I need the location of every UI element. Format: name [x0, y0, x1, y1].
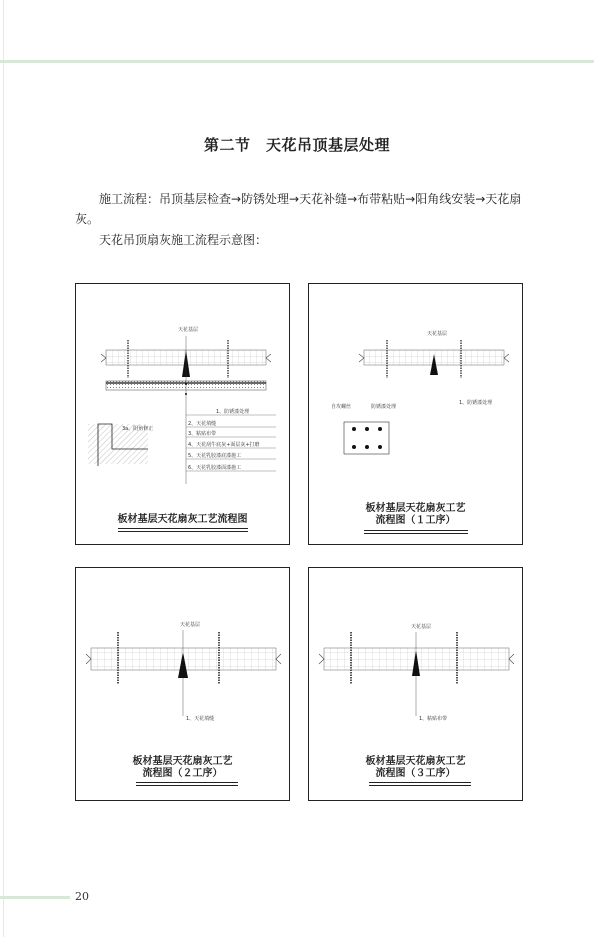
fig1-step-5: 5、天花乳胶漆底漆施工: [188, 453, 242, 459]
fig3-bottom-label: 1、天花填缝: [186, 716, 215, 722]
figure-4-caption-underline-2: [369, 785, 471, 786]
fig1-corner-label: 3a、阴角修正: [122, 426, 154, 432]
fig3-top-label: 天花基层: [180, 622, 201, 628]
fig1-step-4: 4、天花刮牛底灰+面层灰+打磨: [188, 442, 260, 448]
fig4-bottom-label: 1、粘贴布带: [419, 716, 448, 722]
figure-2-caption-line-2: 流程图（１工序）: [375, 515, 456, 526]
fig2-bottom-label: 1、防锈漆处理: [459, 400, 493, 406]
fig1-step-3: 3、粘贴布带: [188, 431, 217, 437]
fig1-step-6: 6、天花乳胶漆面漆施工: [188, 465, 242, 471]
figure-2-caption-line-1: 板材基层天花扇灰工艺: [365, 503, 466, 514]
footer-band: [0, 896, 70, 899]
figure-4-process-diagram: [308, 567, 523, 801]
fig2-top-label: 天花基层: [427, 331, 448, 337]
fig2-left-label-2: 防锈漆处理: [371, 404, 397, 410]
page-number: 20: [75, 890, 89, 903]
figure-4-caption-line-2: 流程图（３工序）: [375, 768, 456, 779]
figure-2-caption: [309, 503, 522, 527]
figure-3-caption-underline: [136, 782, 238, 783]
figure-1-caption-underline-2: [118, 531, 248, 532]
figure-3-caption: [76, 756, 289, 780]
fig1-step-2: 2、天花填缝: [188, 421, 217, 427]
fig1-top-label: 天花基层: [178, 327, 199, 333]
figure-2-process-diagram: [308, 283, 523, 545]
figure-4-caption-line-1: 板材基层天花扇灰工艺: [365, 756, 466, 767]
header-band: [0, 60, 594, 63]
figure-1-caption-underline: [118, 528, 248, 529]
fig1-step-1: 1、防锈漆处理: [216, 409, 250, 415]
diagram-intro-paragraph: 天花吊顶扇灰施工流程示意图：: [99, 233, 268, 247]
figure-4-caption: [309, 756, 522, 780]
figure-1-process-diagram: [75, 283, 290, 545]
construction-process-paragraph: 施工流程：吊顶基层检查→防锈处理→天花补缝→布带粘贴→阳角线安装→天花扇灰。: [75, 192, 522, 226]
figure-2-caption-underline: [364, 530, 468, 531]
figure-1-caption: 板材基层天花扇灰工艺流程图: [117, 514, 248, 525]
figure-3-caption-underline-2: [136, 785, 238, 786]
section-title: 第二节 天花吊顶基层处理: [203, 136, 390, 154]
figure-3-process-diagram: [75, 567, 290, 801]
figure-1-drawing: [76, 284, 289, 544]
fig2-left-label-1: 自攻螺丝: [331, 404, 352, 410]
figure-3-caption-line-1: 板材基层天花扇灰工艺: [132, 756, 233, 767]
figure-2-caption-underline-2: [364, 533, 468, 534]
figure-3-caption-line-2: 流程图（２工序）: [142, 768, 223, 779]
fig4-top-label: 天花基层: [411, 624, 432, 630]
figure-4-caption-underline: [369, 782, 471, 783]
